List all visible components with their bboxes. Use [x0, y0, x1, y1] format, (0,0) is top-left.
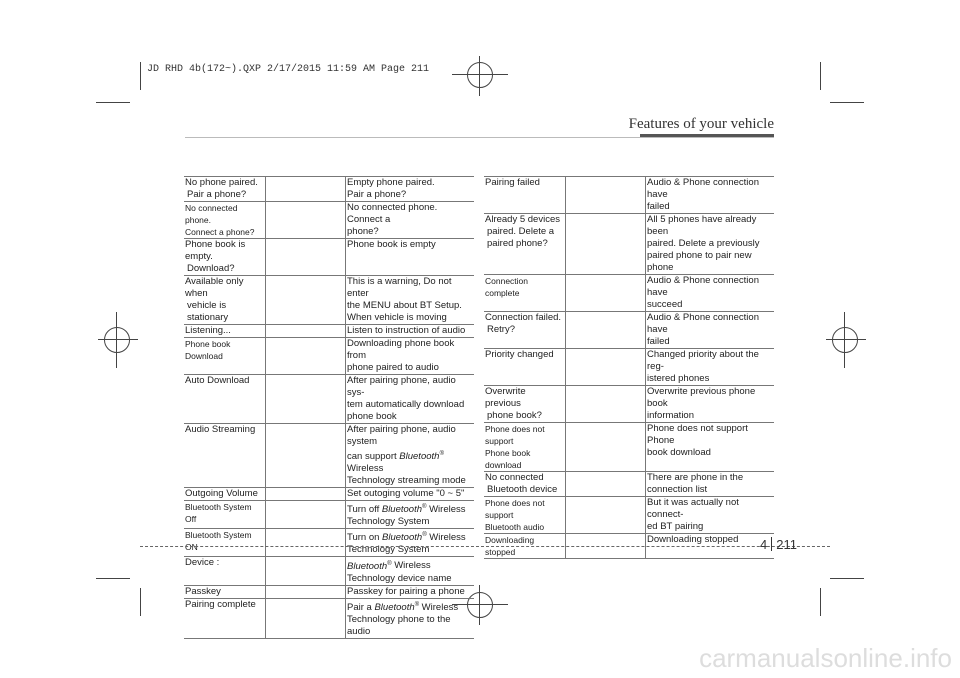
- description-line: Phone book is empty: [347, 239, 436, 250]
- description-line: This is a warning, Do not enter: [347, 276, 452, 299]
- label-line: Already 5 devices: [485, 214, 560, 225]
- registration-mark-icon: [467, 62, 493, 88]
- message-label: [184, 529, 266, 557]
- label-line: Available only when: [185, 276, 244, 299]
- table-row: [484, 386, 774, 423]
- description-line: istered phones: [647, 373, 710, 384]
- description-line: Overwrite previous phone book: [647, 386, 756, 409]
- description-line: After pairing phone, audio sys-: [347, 375, 456, 398]
- description-line: failed: [647, 201, 670, 212]
- table-row: [184, 529, 474, 557]
- blank-cell: [566, 177, 646, 214]
- table-row: [484, 275, 774, 312]
- table-row: [484, 497, 774, 534]
- description-line: paired phone to pair new phone: [647, 250, 752, 273]
- message-label: [184, 325, 266, 338]
- description-line: Technology System: [347, 544, 430, 556]
- blank-cell: [266, 177, 346, 202]
- message-description: [346, 598, 475, 638]
- description-line: Pair a Bluetooth® Wireless: [347, 601, 459, 613]
- table-row: [184, 338, 474, 375]
- description-line: the MENU about BT Setup.: [347, 300, 462, 311]
- description-line: tem automatically download: [347, 399, 465, 410]
- blank-cell: [566, 275, 646, 312]
- description-line: Downloading stopped: [647, 534, 739, 545]
- crop-mark: [96, 578, 130, 579]
- description-line: There are phone in the: [647, 472, 744, 483]
- label-line: Overwrite previous: [485, 386, 526, 409]
- message-description: [646, 312, 775, 349]
- label-line: Device :: [185, 557, 220, 569]
- description-line: can support Bluetooth® Wireless: [347, 451, 444, 475]
- label-line: Audio Streaming: [185, 424, 256, 435]
- description-line: succeed: [647, 299, 683, 310]
- print-slug: JD RHD 4b(172~).QXP 2/17/2015 11:59 AM Page 211: [147, 64, 430, 75]
- crop-mark: [452, 74, 508, 75]
- message-label: [484, 386, 566, 423]
- chapter-number: 4: [760, 537, 768, 552]
- message-description: [646, 349, 775, 386]
- crop-mark: [140, 62, 141, 90]
- table-row: [184, 424, 474, 488]
- description-line: Audio & Phone connection have: [647, 177, 759, 200]
- title-rule: [185, 137, 774, 138]
- crop-mark: [826, 339, 866, 340]
- message-label: [484, 177, 566, 214]
- label-line: Phone book download: [485, 448, 531, 470]
- blank-cell: [266, 557, 346, 585]
- right-message-table: [484, 176, 774, 559]
- message-description: [346, 239, 475, 276]
- description-line: All 5 phones have already been: [647, 214, 757, 237]
- blank-cell: [266, 529, 346, 557]
- message-description: [346, 585, 475, 598]
- label-line: Passkey: [185, 585, 221, 597]
- label-line: Retry?: [487, 324, 515, 335]
- registration-mark-icon: [104, 327, 130, 353]
- blank-cell: [266, 375, 346, 424]
- description-line: Bluetooth® Wireless: [347, 560, 431, 572]
- section-title: Features of your vehicle: [628, 116, 774, 132]
- message-label: [484, 472, 566, 497]
- table-row: [184, 375, 474, 424]
- table-row: [184, 488, 474, 501]
- description-line: Technology streaming mode: [347, 475, 466, 487]
- description-line: Pair a phone?: [347, 189, 407, 200]
- crop-mark: [98, 339, 138, 340]
- description-line: phone paired to audio: [347, 362, 439, 373]
- table-row: [484, 214, 774, 275]
- blank-cell: [566, 497, 646, 534]
- message-description: [346, 529, 475, 557]
- description-line: Phone does not support Phone: [647, 423, 748, 446]
- blank-cell: [566, 472, 646, 497]
- label-line: phone book?: [487, 410, 542, 421]
- message-label: [184, 598, 266, 638]
- message-description: [646, 423, 775, 472]
- message-label: [184, 557, 266, 585]
- table-row: [184, 239, 474, 276]
- table-row: [184, 598, 474, 638]
- description-line: Turn on Bluetooth® Wireless: [347, 532, 466, 544]
- message-description: [346, 177, 475, 202]
- message-label: [484, 214, 566, 275]
- description-line: Downloading phone book from: [347, 338, 455, 361]
- table-row: [184, 276, 474, 325]
- message-description: [346, 375, 475, 424]
- message-label: [484, 423, 566, 472]
- crop-mark: [140, 588, 141, 616]
- description-line: Set outoging volume "0 ~ 5": [347, 488, 465, 500]
- crop-mark: [820, 588, 821, 616]
- message-description: [646, 472, 775, 497]
- blank-cell: [566, 214, 646, 275]
- watermark: carmanualsonline.info: [699, 643, 952, 673]
- blank-cell: [266, 598, 346, 638]
- page-number-value: 211: [776, 537, 797, 552]
- blank-cell: [266, 202, 346, 239]
- message-description: [346, 338, 475, 375]
- message-label: [184, 501, 266, 529]
- message-label: [184, 338, 266, 375]
- label-line: Outgoing Volume: [185, 488, 258, 500]
- label-line: No connected: [485, 472, 544, 483]
- message-description: [346, 501, 475, 529]
- left-message-table: [184, 176, 474, 639]
- label-line: paired. Delete a: [487, 226, 555, 237]
- label-line: No phone paired.: [185, 177, 258, 188]
- description-line: Turn off Bluetooth® Wireless: [347, 504, 466, 516]
- label-line: Phone book is empty.: [185, 239, 246, 262]
- description-line: failed: [647, 336, 670, 347]
- description-line: Technology phone to the audio: [347, 613, 451, 637]
- registration-mark-icon: [832, 327, 858, 353]
- label-line: Priority changed: [485, 349, 554, 360]
- message-label: [484, 349, 566, 386]
- description-line: Empty phone paired.: [347, 177, 435, 188]
- label-line: paired phone?: [487, 238, 548, 249]
- table-row: [484, 472, 774, 497]
- message-description: [646, 214, 775, 275]
- message-description: [346, 276, 475, 325]
- description-line: After pairing phone, audio system: [347, 424, 456, 447]
- message-description: [346, 424, 475, 488]
- label-line: Downloading stopped: [485, 535, 535, 557]
- blank-cell: [266, 338, 346, 375]
- label-line: Connect a phone?: [185, 227, 255, 237]
- label-line: Bluetooth System ON: [185, 530, 252, 553]
- description-line: paired. Delete a previously: [647, 238, 760, 249]
- table-row: [184, 202, 474, 239]
- message-label: [184, 488, 266, 501]
- message-label: [484, 275, 566, 312]
- message-label: [184, 202, 266, 239]
- blank-cell: [566, 312, 646, 349]
- description-line: phone book: [347, 411, 397, 422]
- label-line: Pair a phone?: [187, 189, 247, 200]
- message-label: [484, 312, 566, 349]
- blank-cell: [566, 386, 646, 423]
- description-line: Changed priority about the reg-: [647, 349, 759, 372]
- message-description: [646, 386, 775, 423]
- table-row: [184, 585, 474, 598]
- table-row: [484, 312, 774, 349]
- message-description: [346, 557, 475, 585]
- label-line: Download?: [187, 263, 235, 274]
- description-line: connection list: [647, 484, 708, 495]
- message-label: [484, 497, 566, 534]
- label-line: Phone does not support: [485, 498, 545, 520]
- crop-mark: [830, 102, 864, 103]
- blank-cell: [266, 325, 346, 338]
- description-line: ed BT pairing: [647, 521, 704, 532]
- description-line: Audio & Phone connection have: [647, 312, 759, 335]
- description-line: book download: [647, 447, 711, 458]
- description-line: Audio & Phone connection have: [647, 275, 759, 298]
- blank-cell: [266, 488, 346, 501]
- label-line: Auto Download: [185, 375, 250, 386]
- crop-mark: [479, 56, 480, 96]
- message-label: [184, 177, 266, 202]
- label-line: Pairing complete: [185, 598, 256, 610]
- blank-cell: [566, 349, 646, 386]
- message-label: [184, 239, 266, 276]
- page-number: [760, 537, 797, 552]
- message-label: [184, 585, 266, 598]
- table-row: [484, 349, 774, 386]
- message-label: [184, 424, 266, 488]
- description-line: Passkey for pairing a phone: [347, 585, 465, 597]
- description-line: phone?: [347, 226, 379, 237]
- crop-mark: [830, 578, 864, 579]
- crop-mark: [820, 62, 821, 90]
- blank-cell: [266, 276, 346, 325]
- message-description: [346, 202, 475, 239]
- message-label: [184, 375, 266, 424]
- label-line: Bluetooth System Off: [185, 502, 252, 525]
- blank-cell: [266, 239, 346, 276]
- message-label: [184, 276, 266, 325]
- table-row: [484, 177, 774, 214]
- description-line: But it was actually not connect-: [647, 497, 739, 520]
- footer-dashed-rule: [140, 546, 830, 547]
- label-line: Listening...: [185, 325, 231, 336]
- message-description: [346, 325, 475, 338]
- message-description: [646, 275, 775, 312]
- table-row: [184, 501, 474, 529]
- description-line: information: [647, 410, 694, 421]
- message-description: [646, 497, 775, 534]
- description-line: Listen to instruction of audio: [347, 325, 466, 336]
- label-line: No connected phone.: [185, 203, 238, 225]
- table-row: [484, 423, 774, 472]
- description-line: Technology device name: [347, 572, 452, 584]
- crop-mark: [116, 312, 117, 368]
- blank-cell: [266, 424, 346, 488]
- table-row: [184, 325, 474, 338]
- message-description: [346, 488, 475, 501]
- description-line: When vehicle is moving: [347, 312, 447, 323]
- blank-cell: [266, 501, 346, 529]
- label-line: Bluetooth device: [487, 484, 558, 495]
- crop-mark: [844, 312, 845, 368]
- label-line: vehicle is stationary: [187, 300, 229, 323]
- label-line: Connection failed.: [485, 312, 562, 323]
- crop-mark: [479, 585, 480, 625]
- blank-cell: [566, 423, 646, 472]
- crop-mark: [96, 102, 130, 103]
- table-row: [184, 557, 474, 585]
- message-description: [646, 177, 775, 214]
- label-line: Phone book Download: [185, 339, 231, 361]
- label-line: Connection complete: [485, 276, 529, 298]
- label-line: Bluetooth audio: [485, 522, 545, 532]
- label-line: Pairing failed: [485, 177, 540, 188]
- label-line: Phone does not support: [485, 424, 545, 446]
- table-row: [184, 177, 474, 202]
- description-line: No connected phone. Connect a: [347, 202, 438, 225]
- blank-cell: [266, 585, 346, 598]
- description-line: Technology System: [347, 516, 430, 528]
